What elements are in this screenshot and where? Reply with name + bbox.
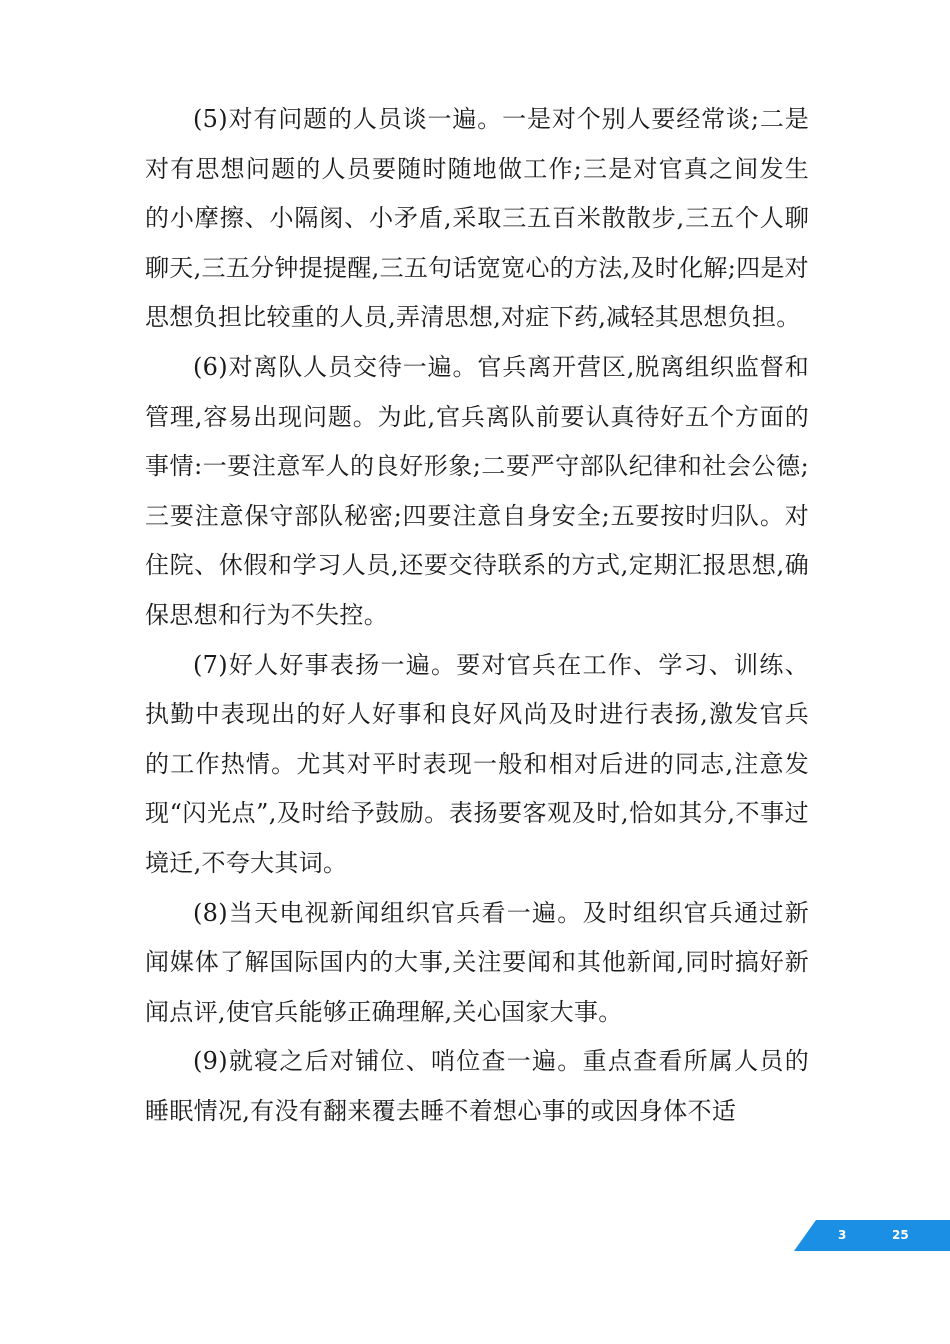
- page-footer: [794, 1220, 950, 1251]
- paragraph-8: (8)当天电视新闻组织官兵看一遍。及时组织官兵通过新闻媒体了解国际国内的大事,关注要闻和其他新闻,同时搞好新闻点评,使官兵能够正确理解,关心国家大事。: [145, 898, 809, 1026]
- paragraph-6: (6)对离队人员交待一遍。官兵离开营区,脱离组织监督和管理,容易出现问题。为此,官兵离队前要认真待好五个方面的事情:一要注意军人的良好形象;二要严守部队纪律和社会公德;三要注意保守部队秘密;四要注意自身安全;五要按时归队。对住院、休假和学习人员,还要交待联系的方式,定期汇报思想,确保思想和行为不失控。: [145, 352, 809, 629]
- paragraph-5: (5)对有问题的人员谈一遍。一是对个别人要经常谈;二是对有思想问题的人员要随时随地做工作;三是对官真之间发生的小摩擦、小隔阂、小矛盾,采取三五百米散散步,三五个人聊聊天,三五分钟提提醒,三五句话宽宽心的方法,及时化解;四是对思想负担比较重的人员,弄清思想,对症下药,减轻其思想负担。: [145, 105, 809, 332]
- document-body: [145, 95, 809, 1136]
- footer-banner-shape: [794, 1220, 950, 1251]
- total-pages: 25: [892, 1228, 909, 1242]
- paragraph-7: (7)好人好事表扬一遍。要对官兵在工作、学习、训练、执勤中表现出的好人好事和良好风尚及时进行表扬,激发官兵的工作热情。尤其对平时表现一般和相对后进的同志,注意发现“闪光点”,及时给予鼓励。表扬要客观及时,恰如其分,不事过境迁,不夸大其词。: [145, 650, 809, 877]
- paragraph-9: (9)就寝之后对铺位、哨位查一遍。重点查看所属人员的睡眠情况,有没有翻来覆去睡不着想心事的或因身体不适: [145, 1047, 809, 1125]
- page-number: 3: [838, 1228, 847, 1242]
